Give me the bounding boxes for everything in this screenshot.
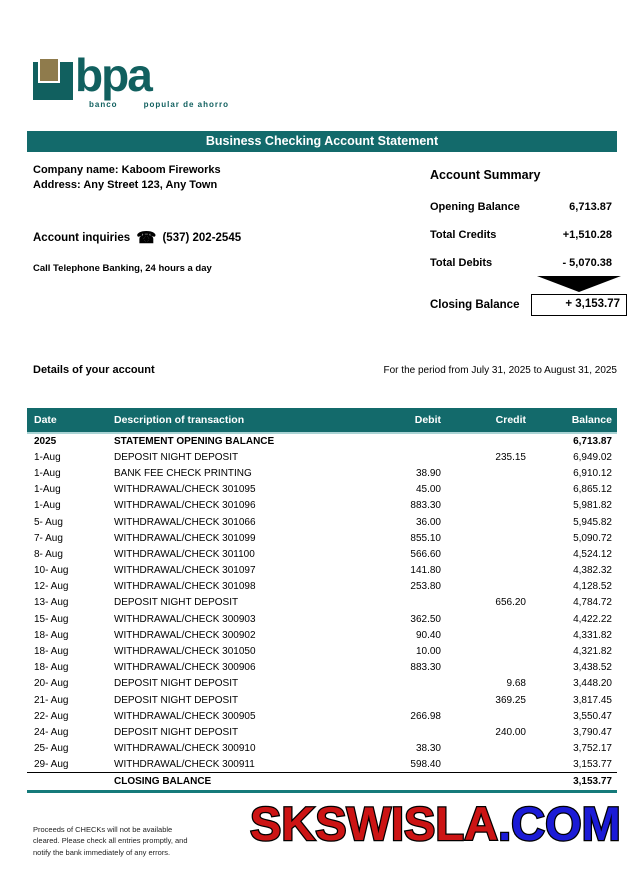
cell-credit: 369.25 (495, 694, 526, 706)
cell-debit (347, 676, 445, 692)
table-row (27, 498, 617, 514)
cell-balance: 5,945.82 (573, 516, 612, 528)
cell-date: 1-Aug (34, 500, 61, 512)
cell-credit (445, 465, 530, 481)
table-row (27, 514, 617, 530)
transactions-body (27, 433, 617, 789)
cell-date: 18- Aug (34, 629, 69, 641)
telephone-icon: ☎ (136, 230, 157, 247)
cell-description: WITHDRAWAL/CHECK 301097 (114, 565, 256, 577)
cell-description: WITHDRAWAL/CHECK 301096 (114, 500, 256, 512)
cell-credit (445, 660, 530, 676)
cell-balance: 4,382.32 (573, 565, 612, 577)
column-header-balance: Balance (530, 408, 617, 433)
cell-date: 13- Aug (34, 597, 69, 609)
transactions-table (27, 408, 617, 789)
cell-description: WITHDRAWAL/CHECK 301100 (114, 548, 255, 560)
cell-description: BANK FEE CHECK PRINTING (114, 467, 252, 479)
disclaimer-line: notify the bank immediately of any errors. (33, 847, 171, 857)
cell-description: WITHDRAWAL/CHECK 300903 (114, 613, 256, 625)
table-row (27, 449, 617, 465)
cell-debit: 362.50 (410, 613, 441, 625)
table-row (27, 563, 617, 579)
cell-balance: 4,784.72 (573, 597, 612, 609)
cell-description: CLOSING BALANCE (110, 773, 347, 789)
summary-value: 6,713.87 (569, 201, 612, 213)
header-row (27, 408, 617, 433)
column-header-date: Date (27, 408, 110, 433)
summary-value: - 5,070.38 (562, 257, 612, 269)
cell-debit: 883.30 (410, 500, 441, 512)
cell-credit (445, 579, 530, 595)
cell-credit (445, 433, 530, 449)
cell-date: 20- Aug (34, 678, 69, 690)
cell-credit: 240.00 (495, 726, 526, 738)
cell-description: WITHDRAWAL/CHECK 301050 (114, 646, 256, 658)
cell-credit (445, 627, 530, 643)
cell-date: 2025 (34, 436, 57, 448)
footer-disclaimer (33, 824, 223, 858)
column-header-credit: Credit (445, 408, 530, 433)
statement-title-bar: Business Checking Account Statement (27, 131, 617, 152)
cell-debit: 598.40 (410, 759, 441, 771)
transactions-table-wrap (27, 408, 617, 793)
account-inquiries-line (33, 228, 241, 248)
cell-date: 8- Aug (34, 548, 63, 560)
cell-date: 18- Aug (34, 662, 69, 674)
summary-label: Total Debits (430, 257, 493, 269)
cell-balance: 4,321.82 (573, 646, 612, 658)
table-row (27, 465, 617, 481)
table-row (27, 530, 617, 546)
account-summary-heading: Account Summary (430, 168, 541, 182)
cell-description: WITHDRAWAL/CHECK 301099 (114, 532, 256, 544)
cell-date: 5- Aug (34, 516, 63, 528)
transactions-header (27, 408, 617, 433)
telephone-banking-line: Call Telephone Banking, 24 hours a day (33, 263, 212, 274)
cell-credit (445, 708, 530, 724)
bank-logo-subtitle (89, 100, 229, 109)
cell-credit: 9.68 (506, 678, 526, 690)
cell-credit (445, 563, 530, 579)
site-watermark (250, 796, 621, 851)
table-row (27, 627, 617, 643)
cell-debit: 566.60 (410, 548, 441, 560)
cell-date: 10- Aug (34, 565, 69, 577)
cell-date: 1-Aug (34, 484, 61, 496)
cell-credit (445, 773, 530, 789)
cell-date: 25- Aug (34, 743, 69, 755)
cell-balance: 4,524.12 (573, 548, 612, 560)
statement-period: For the period from July 31, 2025 to August 31, 2025 (383, 365, 617, 376)
cell-balance: 4,331.82 (573, 629, 612, 641)
cell-description: DEPOSIT NIGHT DEPOSIT (114, 726, 239, 738)
summary-label: Total Credits (430, 229, 497, 241)
cell-credit (445, 498, 530, 514)
table-row (27, 595, 617, 611)
watermark-blue-part: .COM (498, 797, 621, 850)
bank-logo-text: bpa (75, 49, 151, 101)
cell-description: WITHDRAWAL/CHECK 300906 (114, 662, 256, 674)
cell-description: DEPOSIT NIGHT DEPOSIT (114, 597, 239, 609)
disclaimer-line: cleared. Please check all entries promptly, and (33, 836, 188, 846)
cell-credit (445, 530, 530, 546)
cell-date: 1-Aug (34, 451, 61, 463)
cell-credit (445, 611, 530, 627)
cell-debit: 36.00 (415, 516, 441, 528)
closing-balance-label: Closing Balance (430, 299, 520, 311)
summary-row-total-debits (430, 257, 612, 269)
cell-debit (347, 595, 445, 611)
bank-logo (33, 49, 253, 109)
summary-row-total-credits (430, 229, 612, 241)
cell-balance: 4,422.22 (573, 613, 612, 625)
cell-description: WITHDRAWAL/CHECK 301098 (114, 581, 256, 593)
cell-description: DEPOSIT NIGHT DEPOSIT (114, 694, 239, 706)
cell-date: 1-Aug (34, 467, 61, 479)
cell-credit (445, 482, 530, 498)
summary-label: Opening Balance (430, 201, 520, 213)
cell-date (27, 773, 110, 789)
company-info (33, 163, 221, 193)
closing-balance-value: + 3,153.77 (531, 294, 627, 316)
table-row (27, 579, 617, 595)
cell-date: 22- Aug (34, 710, 69, 722)
cell-debit: 883.30 (410, 662, 441, 674)
cell-date: 12- Aug (34, 581, 69, 593)
table-row (27, 611, 617, 627)
table-row (27, 692, 617, 708)
cell-credit: 656.20 (495, 597, 526, 609)
cell-balance: 3,790.47 (573, 726, 612, 738)
cell-debit: 141.80 (410, 565, 441, 577)
table-row (27, 773, 617, 789)
cell-balance: 3,153.77 (530, 773, 617, 789)
company-address-line: Address: Any Street 123, Any Town (33, 178, 218, 191)
cell-balance: 6,949.02 (573, 451, 612, 463)
cell-debit: 253.80 (410, 581, 441, 593)
cell-balance: 6,910.12 (573, 467, 612, 479)
cell-debit: 10.00 (415, 646, 441, 658)
bank-logo-icon (33, 62, 73, 100)
table-row (27, 546, 617, 562)
table-row (27, 757, 617, 773)
cell-credit (445, 741, 530, 757)
cell-balance: 3,153.77 (573, 759, 612, 771)
cell-debit: 90.40 (415, 629, 441, 641)
table-row (27, 676, 617, 692)
cell-description: DEPOSIT NIGHT DEPOSIT (114, 678, 239, 690)
table-row (27, 724, 617, 740)
account-summary (430, 168, 612, 269)
cell-date: 29- Aug (34, 759, 69, 771)
table-row (27, 433, 617, 449)
table-row (27, 643, 617, 659)
cell-date: 21- Aug (34, 694, 69, 706)
details-heading: Details of your account (33, 364, 155, 376)
cell-debit: 45.00 (415, 484, 441, 496)
bank-logo-subtitle-left: banco (89, 100, 118, 109)
company-name-line: Company name: Kaboom Fireworks (33, 164, 221, 176)
cell-debit: 38.30 (415, 743, 441, 755)
cell-credit (445, 546, 530, 562)
account-inquiries-label: Account inquiries (33, 232, 131, 244)
column-header-debit: Debit (347, 408, 445, 433)
cell-credit: 235.15 (495, 451, 526, 463)
cell-description: WITHDRAWAL/CHECK 301066 (114, 516, 256, 528)
cell-debit: 38.90 (415, 467, 441, 479)
summary-value: +1,510.28 (562, 229, 612, 241)
cell-balance: 3,438.52 (573, 662, 612, 674)
table-row (27, 660, 617, 676)
cell-description: WITHDRAWAL/CHECK 300905 (114, 710, 256, 722)
table-row (27, 708, 617, 724)
disclaimer-line: Proceeds of CHECKs will not be available (33, 825, 173, 834)
cell-debit: 266.98 (410, 710, 441, 722)
cell-balance: 5,981.82 (573, 500, 612, 512)
cell-date: 15- Aug (34, 613, 69, 625)
cell-date: 18- Aug (34, 646, 69, 658)
cell-debit (347, 724, 445, 740)
cell-debit (347, 692, 445, 708)
cell-description: DEPOSIT NIGHT DEPOSIT (114, 451, 239, 463)
cell-credit (445, 514, 530, 530)
account-inquiries-phone: (537) 202-2545 (162, 232, 242, 244)
cell-balance: 6,713.87 (573, 436, 612, 448)
cell-balance: 4,128.52 (573, 581, 612, 593)
cell-date: 24- Aug (34, 726, 69, 738)
cell-date: 7- Aug (34, 532, 63, 544)
cell-debit (347, 433, 445, 449)
cell-balance: 6,865.12 (573, 484, 612, 496)
table-bottom-divider (27, 790, 617, 793)
cell-description: WITHDRAWAL/CHECK 300910 (114, 743, 256, 755)
table-row (27, 482, 617, 498)
cell-debit (347, 449, 445, 465)
cell-debit: 855.10 (410, 532, 441, 544)
cell-balance: 3,817.45 (573, 694, 612, 706)
column-header-description: Description of transaction (110, 408, 347, 433)
cell-balance: 3,752.17 (573, 743, 612, 755)
arrow-down-icon (537, 276, 621, 292)
cell-balance: 3,448.20 (573, 678, 612, 690)
cell-credit (445, 757, 530, 773)
summary-row-opening-balance (430, 201, 612, 213)
cell-description: WITHDRAWAL/CHECK 300911 (114, 759, 255, 771)
cell-balance: 3,550.47 (573, 710, 612, 722)
bank-logo-icon-inner (38, 57, 60, 83)
cell-debit (347, 773, 445, 789)
cell-credit (445, 643, 530, 659)
watermark-red-part: SKSWISLA (250, 797, 499, 850)
bank-logo-subtitle-right: popular de ahorro (143, 100, 230, 109)
cell-description: WITHDRAWAL/CHECK 300902 (114, 629, 256, 641)
cell-description: WITHDRAWAL/CHECK 301095 (114, 484, 256, 496)
cell-balance: 5,090.72 (573, 532, 612, 544)
cell-description: STATEMENT OPENING BALANCE (114, 436, 275, 448)
table-row (27, 741, 617, 757)
